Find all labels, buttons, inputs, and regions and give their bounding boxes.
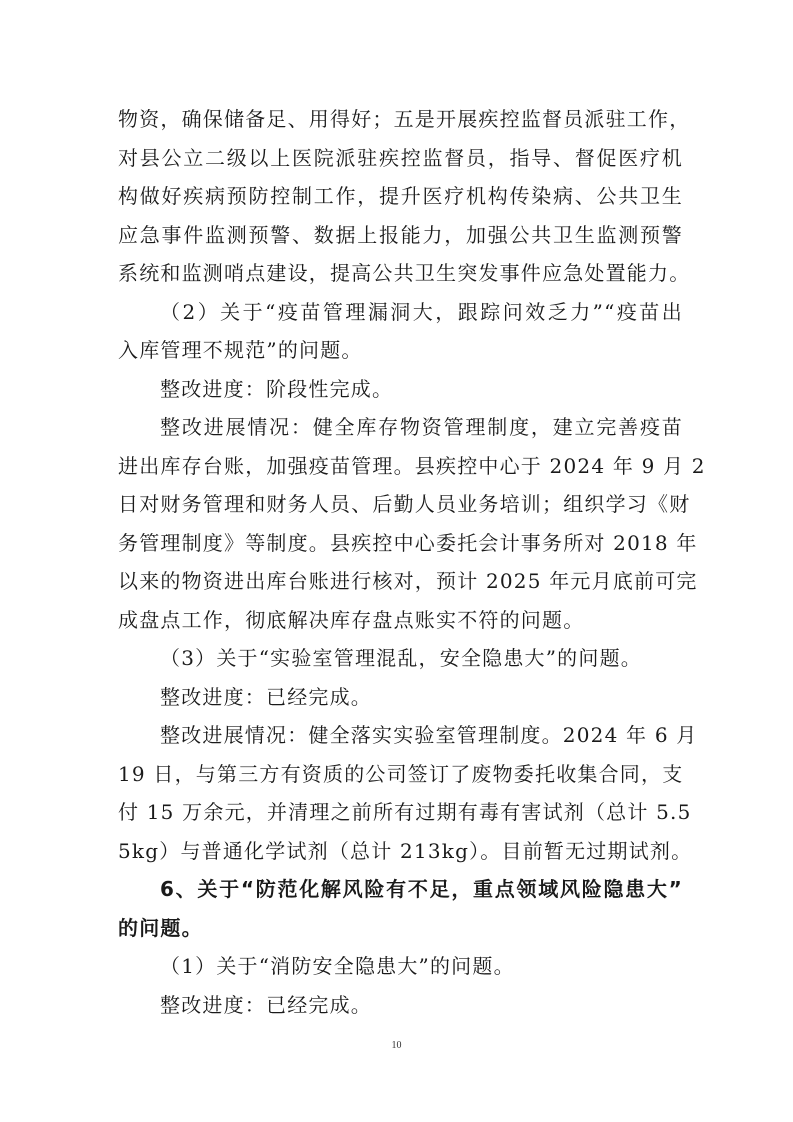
section-heading-continuation: 的问题。	[118, 915, 203, 940]
subsection-heading: （3）关于“实验室管理混乱，安全隐患大”的问题。	[160, 646, 642, 670]
text-line: 整改进展情况：健全落实实验室管理制度。2024 年 6 月	[160, 723, 698, 747]
text-line: 整改进展情况：健全库存物资管理制度，建立完善疫苗	[160, 415, 683, 439]
page-number: 10	[391, 1040, 402, 1051]
text-line: 日对财务管理和财务人员、后勤人员业务培训；组织学习《财	[118, 492, 691, 516]
text-line: 系统和监测哨点建设，提高公共卫生突发事件应急处置能力。	[118, 261, 691, 285]
text-line: 成盘点工作，彻底解决库存盘点账实不符的问题。	[118, 607, 585, 632]
subsection-heading: （2）关于“疫苗管理漏洞大，跟踪问效乏力”“疫苗出	[160, 299, 683, 324]
progress-status: 整改进度：已经完成。	[160, 684, 372, 709]
text-line: 构做好疾病预防控制工作，提升医疗机构传染病、公共卫生	[118, 184, 683, 208]
section-heading: 6、关于“防范化解风险有不足，重点领域风险隐患大”	[160, 877, 683, 901]
progress-status: 整改进度：阶段性完成。	[160, 376, 394, 401]
subsection-heading: （1）关于“消防安全隐患大”的问题。	[160, 954, 515, 978]
text-line: 19 日，与第三方有资质的公司签订了废物委托收集合同，支	[118, 761, 684, 786]
progress-status: 整改进度：已经完成。	[160, 992, 372, 1017]
text-line: 务管理制度》等制度。县疾控中心委托会计事务所对 2018 年	[118, 530, 698, 555]
text-line: 入库管理不规范”的问题。	[118, 338, 363, 362]
text-line: 付 15 万余元，并清理之前所有过期有毒有害试剂（总计 5.5	[118, 800, 692, 824]
text-line: 进出库存台账，加强疫苗管理。县疾控中心于 2024 年 9 月 2	[118, 453, 706, 478]
text-line: 应急事件监测预警、数据上报能力，加强公共卫生监测预警	[118, 222, 683, 247]
text-line: 对县公立二级以上医院派驻疾控监督员，指导、督促医疗机	[118, 145, 683, 170]
text-line: 物资，确保储备足、用得好；五是开展疾控监督员派驻工作，	[118, 107, 691, 131]
text-line: 5kg）与普通化学试剂（总计 213kg）。目前暂无过期试剂。	[118, 838, 693, 863]
document-body	[118, 100, 706, 1024]
text-line: 以来的物资进出库台账进行核对，预计 2025 年元月底前可完	[118, 569, 698, 593]
